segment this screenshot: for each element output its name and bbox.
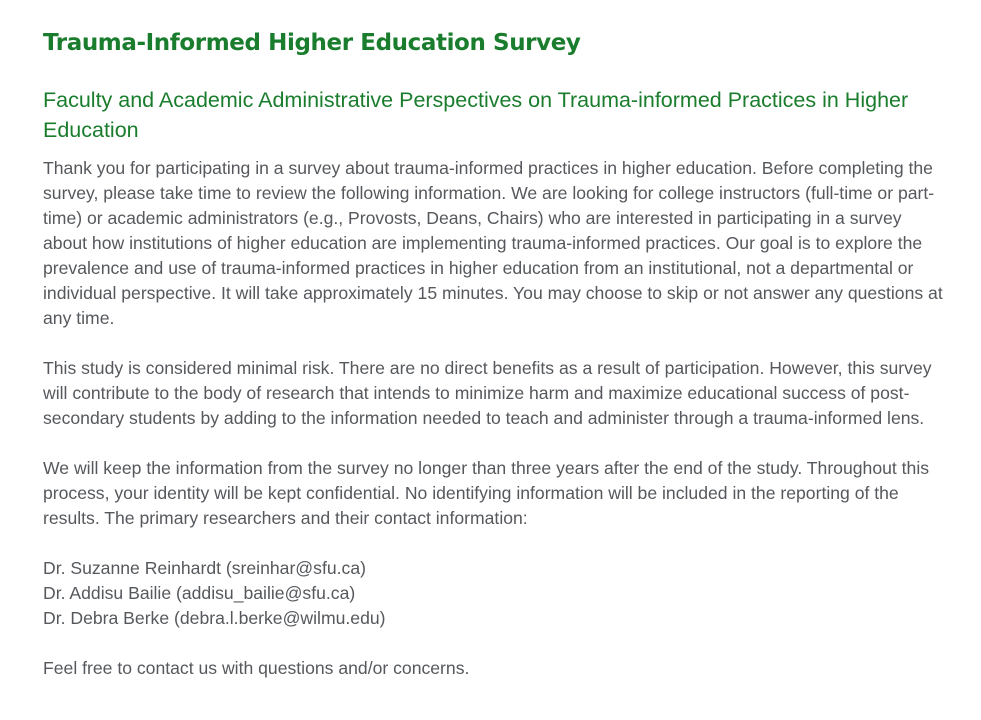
intro-paragraph: Thank you for participating in a survey about trauma-informed practices in higher education. Before completing the survey, please take time to review the following information. We are looking for college instructors (full-time or part-time) or academic administrators (e.g., Provosts, Deans, Chairs) who are interested in participating in a survey about how institutions of higher education are implementing trauma-informed practices. Our goal is to explore the prevalence and use of trauma-informed practices in higher education from an institutional, not a departmental or individual perspective. It will take approximately 15 minutes. You may choose to skip or not answer any questions at any time. bbox=[43, 158, 943, 328]
intro-text-block bbox=[43, 156, 943, 681]
paragraph-spacer bbox=[43, 331, 943, 356]
paragraph-spacer bbox=[43, 531, 943, 556]
survey-title: Trauma-Informed Higher Education Survey bbox=[43, 30, 581, 56]
paragraph-spacer bbox=[43, 431, 943, 456]
contact-suzanne-reinhardt: Dr. Suzanne Reinhardt (sreinhar@sfu.ca) bbox=[43, 558, 366, 578]
page-title: Faculty and Academic Administrative Perspectives on Trauma-informed Practices in Higher Education bbox=[43, 88, 909, 142]
intro-paragraph: We will keep the information from the survey no longer than three years after the end of the study. Throughout this process, your identity will be kept confidential. No identifying information will be included in the reporting of the results. The primary researchers and their contact information: bbox=[43, 458, 930, 528]
closing-text: Feel free to contact us with questions and/or concerns. bbox=[43, 658, 470, 678]
contact-debra-berke: Dr. Debra Berke (debra.l.berke@wilmu.edu) bbox=[43, 608, 386, 628]
contact-addisu-bailie: Dr. Addisu Bailie (addisu_bailie@sfu.ca) bbox=[43, 583, 356, 603]
intro-paragraph: This study is considered minimal risk. There are no direct benefits as a result of participation. However, this survey will contribute to the body of research that intends to minimize harm and maximize educational success of post-secondary students by adding to the information needed to teach and administer through a trauma-informed lens. bbox=[43, 358, 932, 428]
paragraph-spacer bbox=[43, 631, 943, 656]
